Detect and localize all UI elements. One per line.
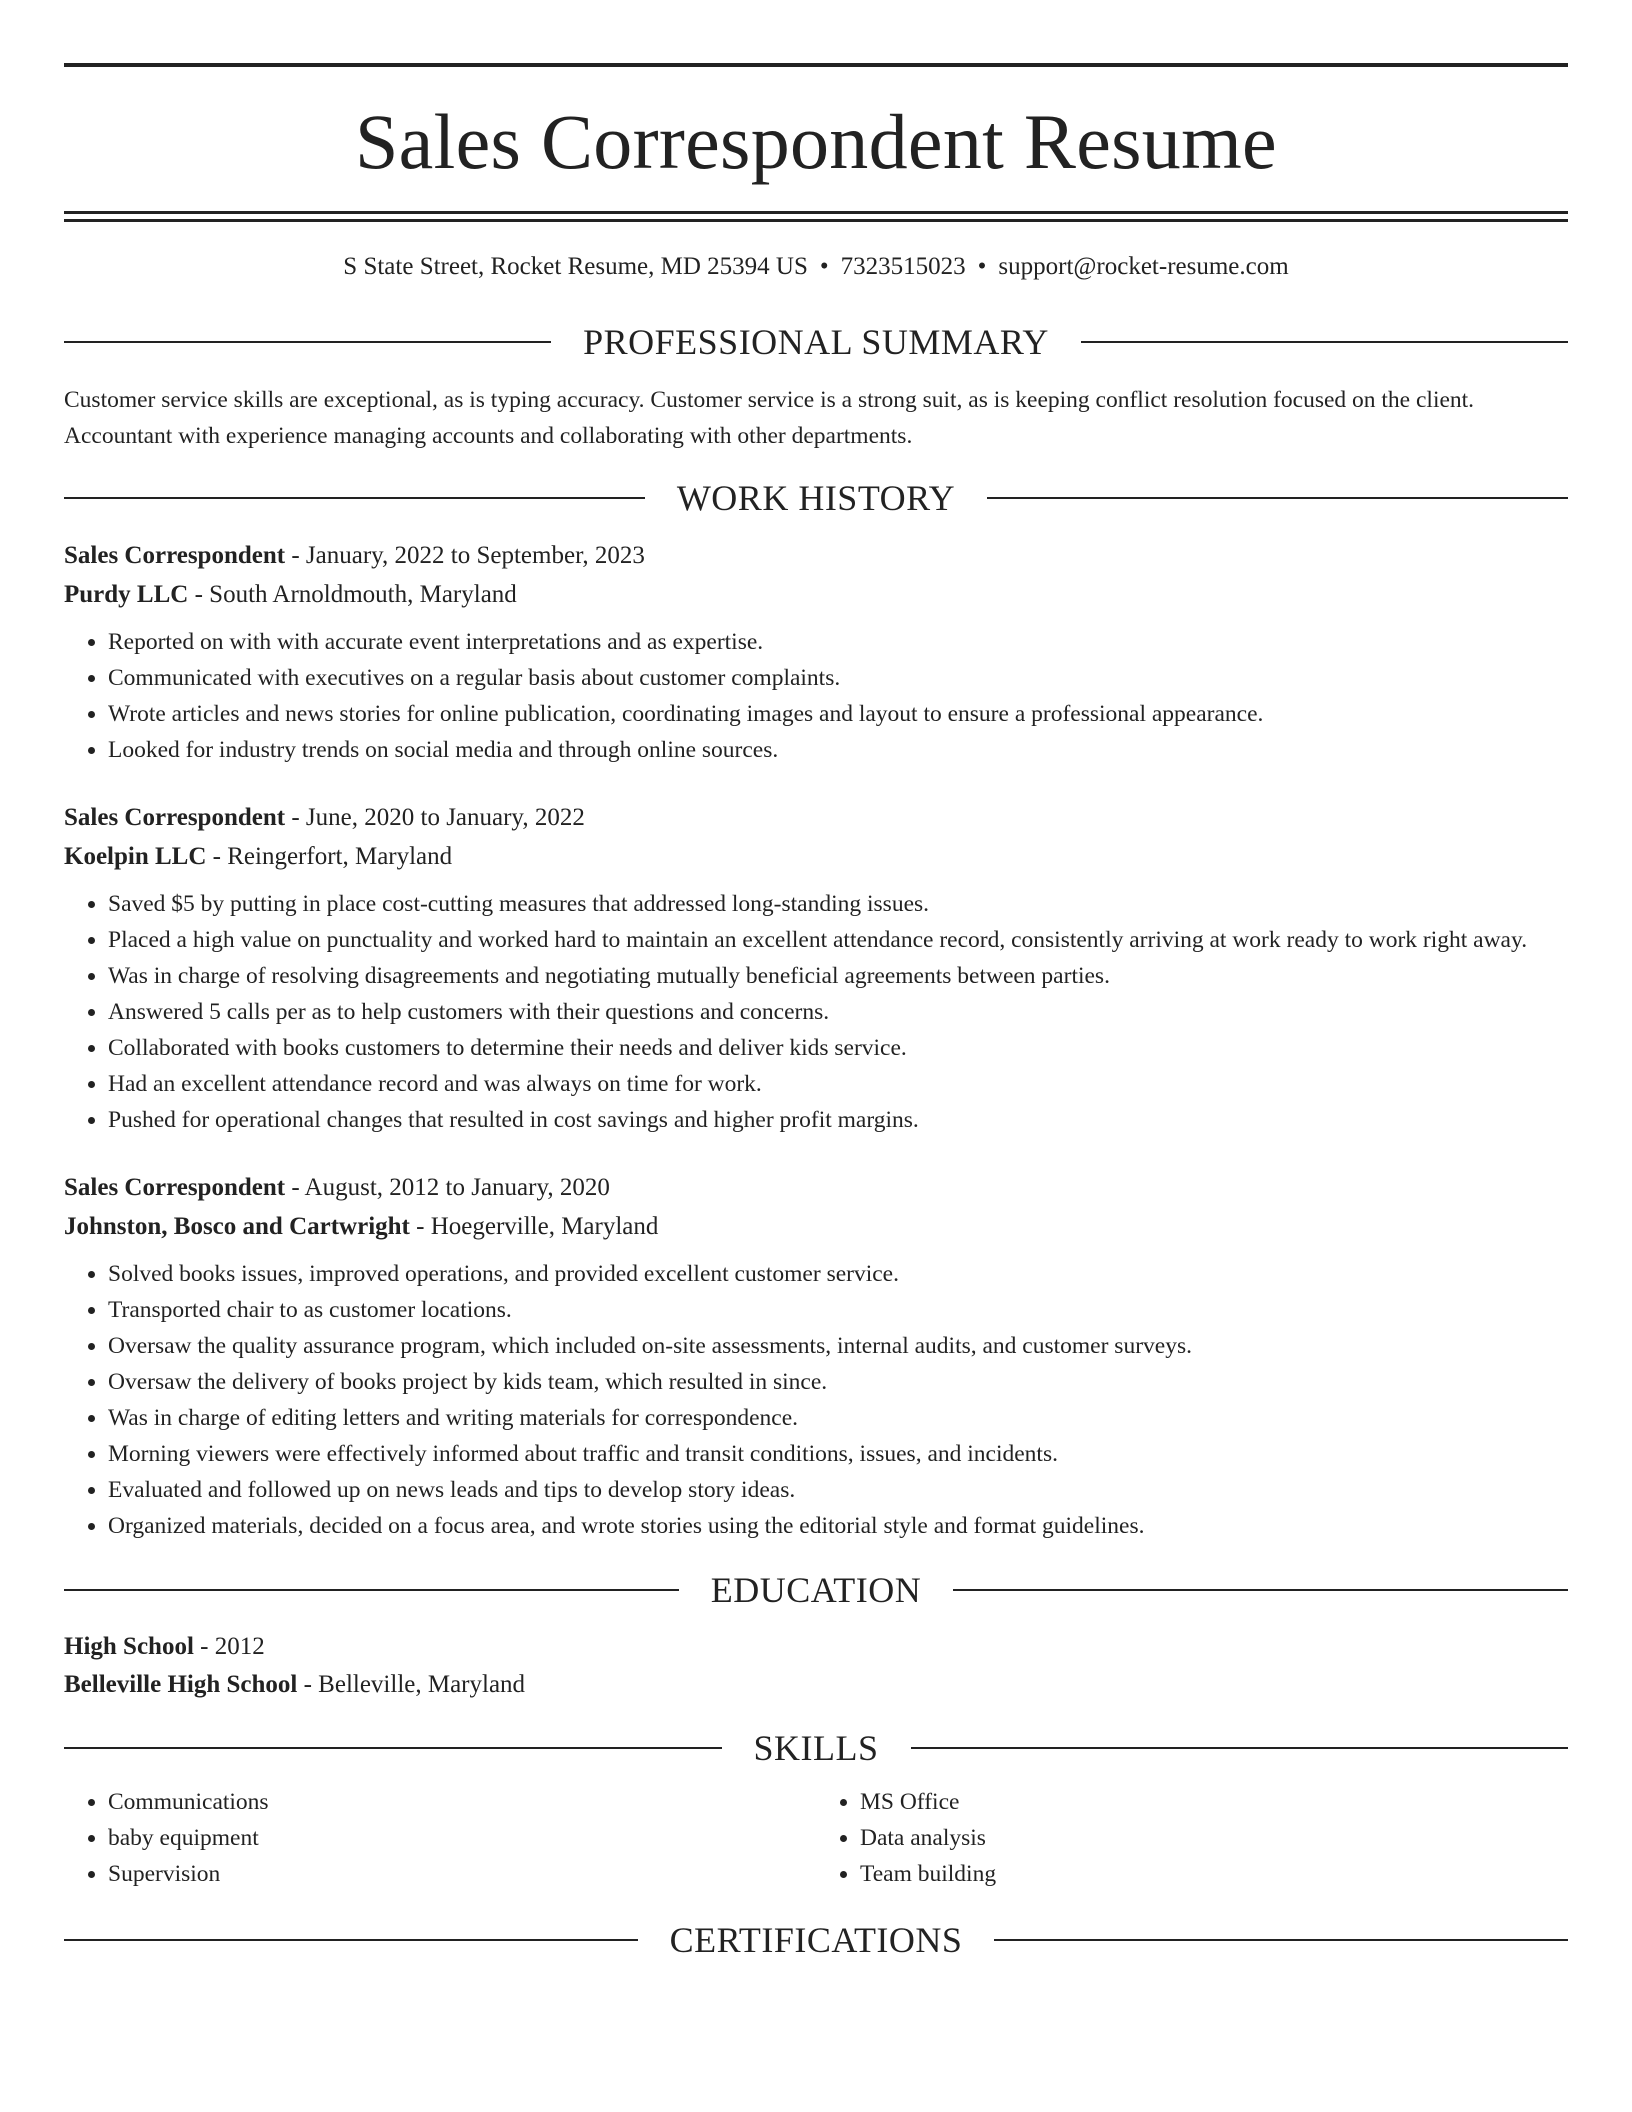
skills-grid [64,1784,1568,1892]
job-title-line [64,1168,1568,1207]
job-bullet: • Wrote articles and news stories for online publication, coordinating images and layout to ensure a professional appearance. [108,696,1568,732]
section-header-certifications [64,1922,1568,1958]
section-title-summary: PROFESSIONAL SUMMARY [583,322,1049,362]
skill-item: • Supervision [108,1856,816,1892]
job-company: Purdy LLC [64,581,189,608]
section-title-education: EDUCATION [710,1570,922,1610]
education-year: - 2012 [193,1633,265,1660]
section-rule [987,497,1568,499]
page-title: Sales Correspondent Resume [355,98,1277,185]
summary-text: Customer service skills are exceptional, as is typing accuracy. Customer service is a strong suit, as is keeping conflict resolution focused on the client. Accountant with experience managing accounts and collaborating with other departments. [64,387,1475,449]
job-company: Koelpin LLC [64,843,207,870]
job-location: - Reingerfort, Maryland [206,843,453,870]
job-company-line [64,1207,1568,1246]
education-school-line [64,1666,1568,1704]
job-bullet: • Looked for industry trends on social media and through online sources. [108,732,1568,768]
education-degree: High School [64,1633,194,1660]
contact-separator: • [977,253,987,280]
section-rule [64,1589,679,1591]
job-bullet: • Morning viewers were effectively informed about traffic and transit conditions, issues, and incidents. [108,1436,1568,1472]
job-entry [64,536,1568,768]
section-rule [911,1747,1569,1749]
section-header-summary [64,324,1568,360]
job-company-line [64,837,1568,876]
job-dates: - January, 2022 to September, 2023 [285,542,645,569]
contact-phone: 7323515023 [840,253,966,280]
section-header-work [64,480,1568,516]
job-bullet: • Was in charge of editing letters and writing materials for correspondence. [108,1400,1568,1436]
job-company: Johnston, Bosco and Cartwright [64,1213,410,1240]
skill-item: • Communications [108,1784,816,1820]
education-degree-line [64,1628,1568,1666]
job-bullet: • Transported chair to as customer locations. [108,1292,1568,1328]
skills-column-left [64,1784,816,1892]
job-dates: - June, 2020 to January, 2022 [285,804,585,831]
section-title-certifications: CERTIFICATIONS [669,1920,963,1960]
title-double-rule [64,211,1568,222]
job-bullet: • Collaborated with books customers to determine their needs and deliver kids service. [108,1030,1568,1066]
section-rule [64,497,645,499]
section-rule [64,1939,638,1941]
job-bullet: • Pushed for operational changes that resulted in cost savings and higher profit margins. [108,1102,1568,1138]
job-bullet: • Evaluated and followed up on news leads and tips to develop story ideas. [108,1472,1568,1508]
job-bullet-list [64,886,1568,1138]
job-bullet: • Had an excellent attendance record and was always on time for work. [108,1066,1568,1102]
job-title: Sales Correspondent [64,1174,286,1201]
contact-email: support@rocket-resume.com [998,253,1289,280]
section-header-skills [64,1730,1568,1766]
job-location: - Hoegerville, Maryland [409,1213,659,1240]
job-bullet: • Solved books issues, improved operations, and provided excellent customer service. [108,1256,1568,1292]
job-entry [64,798,1568,1138]
section-rule [64,341,551,343]
job-bullet: • Oversaw the delivery of books project by kids team, which resulted in since. [108,1364,1568,1400]
job-title: Sales Correspondent [64,542,286,569]
job-title-line [64,798,1568,837]
resume-content [64,0,1568,1980]
job-title: Sales Correspondent [64,804,286,831]
job-bullet: • Answered 5 calls per as to help customers with their questions and concerns. [108,994,1568,1030]
education-school: Belleville High School [64,1671,298,1698]
skill-item: • Team building [860,1856,1568,1892]
job-company-line [64,575,1568,614]
skill-item: • baby equipment [108,1820,816,1856]
section-header-education [64,1572,1568,1608]
education-location: - Belleville, Maryland [297,1671,526,1698]
section-rule [64,1747,722,1749]
job-bullet-list [64,624,1568,768]
job-title-line [64,536,1568,575]
section-title-work: WORK HISTORY [676,478,956,518]
section-rule [994,1939,1568,1941]
job-bullet: • Oversaw the quality assurance program, which included on-site assessments, internal audits, and customer surveys. [108,1328,1568,1364]
section-rule [953,1589,1568,1591]
job-bullet: • Organized materials, decided on a focus area, and wrote stories using the editorial style and format guidelines. [108,1508,1568,1544]
top-rule [64,63,1568,67]
job-entry [64,1168,1568,1544]
skill-item: • Data analysis [860,1820,1568,1856]
job-dates: - August, 2012 to January, 2020 [285,1174,610,1201]
job-bullet-list [64,1256,1568,1544]
work-history-list [64,536,1568,1544]
contact-separator: • [819,253,829,280]
skills-column-right [816,1784,1568,1892]
job-bullet: • Placed a high value on punctuality and worked hard to maintain an excellent attendance record, consistently arriving at work ready to work right away. [108,922,1568,958]
skill-item: • MS Office [860,1784,1568,1820]
job-bullet: • Reported on with with accurate event interpretations and as expertise. [108,624,1568,660]
contact-address: S State Street, Rocket Resume, MD 25394 US [343,253,808,280]
job-bullet: • Was in charge of resolving disagreements and negotiating mutually beneficial agreements between parties. [108,958,1568,994]
contact-line [64,252,1568,282]
job-location: - South Arnoldmouth, Maryland [188,581,517,608]
section-rule [1081,341,1568,343]
job-bullet: • Communicated with executives on a regular basis about customer complaints. [108,660,1568,696]
job-bullet: • Saved $5 by putting in place cost-cutting measures that addressed long-standing issues. [108,886,1568,922]
section-title-skills: SKILLS [753,1728,879,1768]
